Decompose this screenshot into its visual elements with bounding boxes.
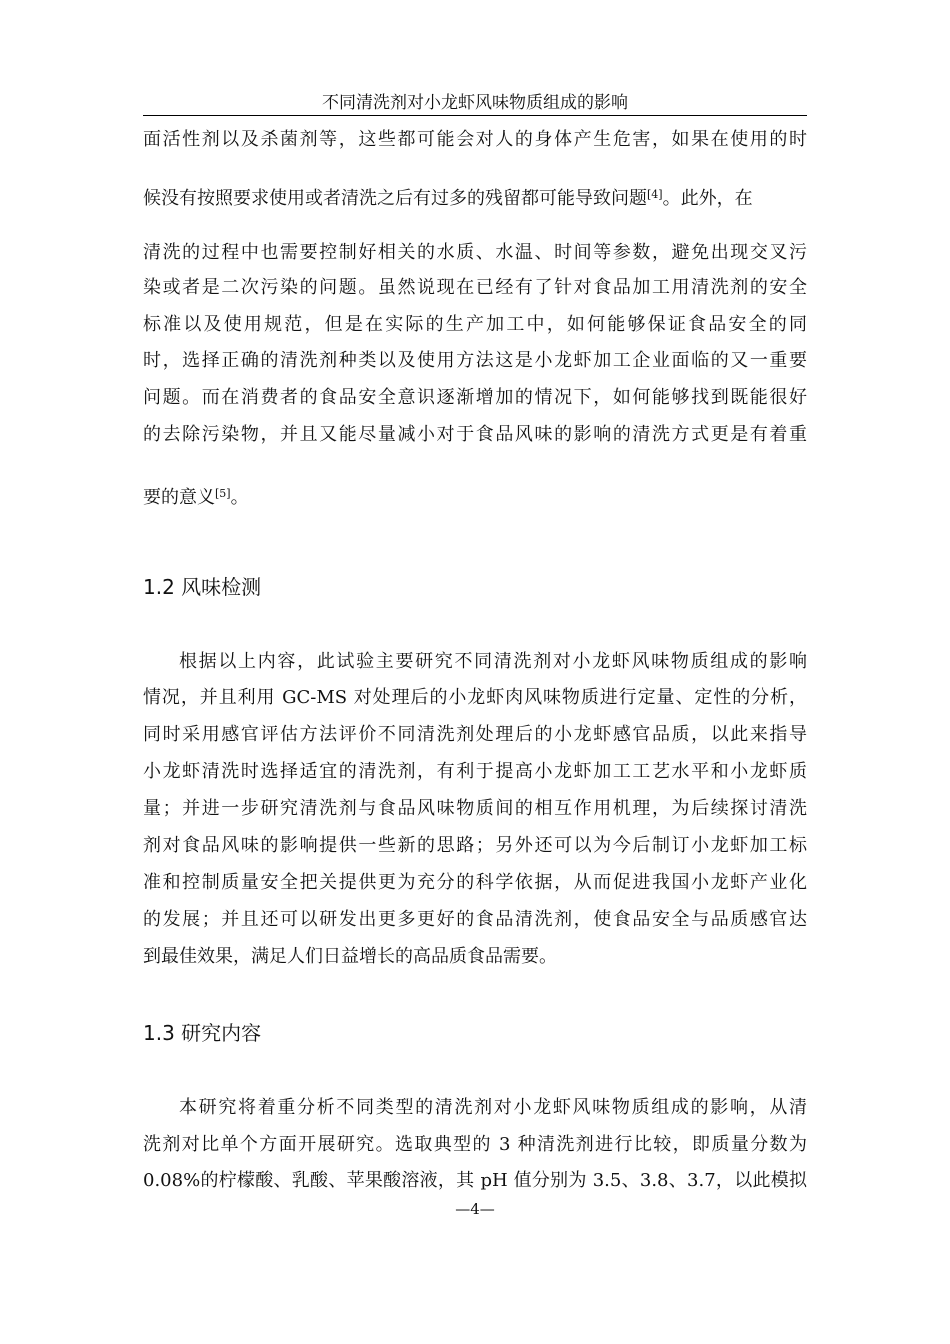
paragraph-line: 染或者是二次污染的问题。虽然说现在已经有了针对食品加工用清洗剂的安全 xyxy=(143,277,807,298)
paragraph-line: 洗剂对比单个方面开展研究。选取典型的 3 种清洗剂进行比较，即质量分数为 xyxy=(143,1134,807,1155)
paragraph-line: 问题。而在消费者的食品安全意识逐渐增加的情况下，如何能够找到既能很好 xyxy=(143,387,807,408)
citation-ref: [4] xyxy=(647,188,663,201)
paragraph-line: 情况，并且利用 GC-MS 对处理后的小龙虾肉风味物质进行定量、定性的分析， xyxy=(143,687,807,708)
section-heading: 1.2 风味检测 xyxy=(143,575,262,599)
citation-ref: [5] xyxy=(215,487,231,500)
header-rule xyxy=(143,115,807,116)
paragraph-line: 清洗的过程中也需要控制好相关的水质、水温、时间等参数，避免出现交叉污 xyxy=(143,242,807,263)
paragraph-line: 0.08%的柠檬酸、乳酸、苹果酸溶液，其 pH 值分别为 3.5、3.8、3.7，以此模拟 xyxy=(143,1170,807,1191)
paragraph-line: 的发展；并且还可以研发出更多更好的食品清洗剂，使食品安全与品质感官达 xyxy=(143,909,807,930)
line-text: 。此外，在 xyxy=(662,188,753,209)
paragraph-line: 时，选择正确的清洗剂种类以及使用方法这是小龙虾加工企业面临的又一重要 xyxy=(143,350,807,371)
paragraph-line: 准和控制质量安全把关提供更为充分的科学依据，从而促进我国小龙虾产业化 xyxy=(143,872,807,893)
paragraph-line: 剂对食品风味的影响提供一些新的思路；另外还可以为今后制订小龙虾加工标 xyxy=(143,835,807,856)
page-number: —4— xyxy=(455,1200,495,1218)
running-header: 不同清洗剂对小龙虾风味物质组成的影响 xyxy=(322,93,628,113)
paragraph-line: 标准以及使用规范，但是在实际的生产加工中，如何能够保证食品安全的同 xyxy=(143,314,807,335)
line-text: 候没有按照要求使用或者清洗之后有过多的残留都可能导致问题 xyxy=(143,188,647,209)
paragraph-line: 小龙虾清洗时选择适宜的清洗剂，有利于提高小龙虾加工工艺水平和小龙虾质 xyxy=(143,761,807,782)
section-heading: 1.3 研究内容 xyxy=(143,1021,262,1045)
paragraph-line: 面活性剂以及杀菌剂等，这些都可能会对人的身体产生危害，如果在使用的时 xyxy=(143,129,807,150)
paragraph-line: 本研究将着重分析不同类型的清洗剂对小龙虾风味物质组成的影响，从清 xyxy=(179,1097,807,1118)
paragraph-line: 的去除污染物，并且又能尽量减小对于食品风味的影响的清洗方式更是有着重 xyxy=(143,424,807,445)
line-text: 要的意义 xyxy=(143,487,215,508)
paragraph-line: 量；并进一步研究清洗剂与食品风味物质间的相互作用机理，为后续探讨清洗 xyxy=(143,798,807,819)
paragraph-line: 根据以上内容，此试验主要研究不同清洗剂对小龙虾风味物质组成的影响 xyxy=(179,651,807,672)
paragraph-line: 同时采用感官评估方法评价不同清洗剂处理后的小龙虾感官品质，以此来指导 xyxy=(143,724,807,745)
paragraph-line xyxy=(143,187,807,211)
paragraph-line: 到最佳效果，满足人们日益增长的高品质食品需要。 xyxy=(143,946,557,967)
line-text: 。 xyxy=(230,487,249,508)
paragraph-line xyxy=(143,486,807,510)
